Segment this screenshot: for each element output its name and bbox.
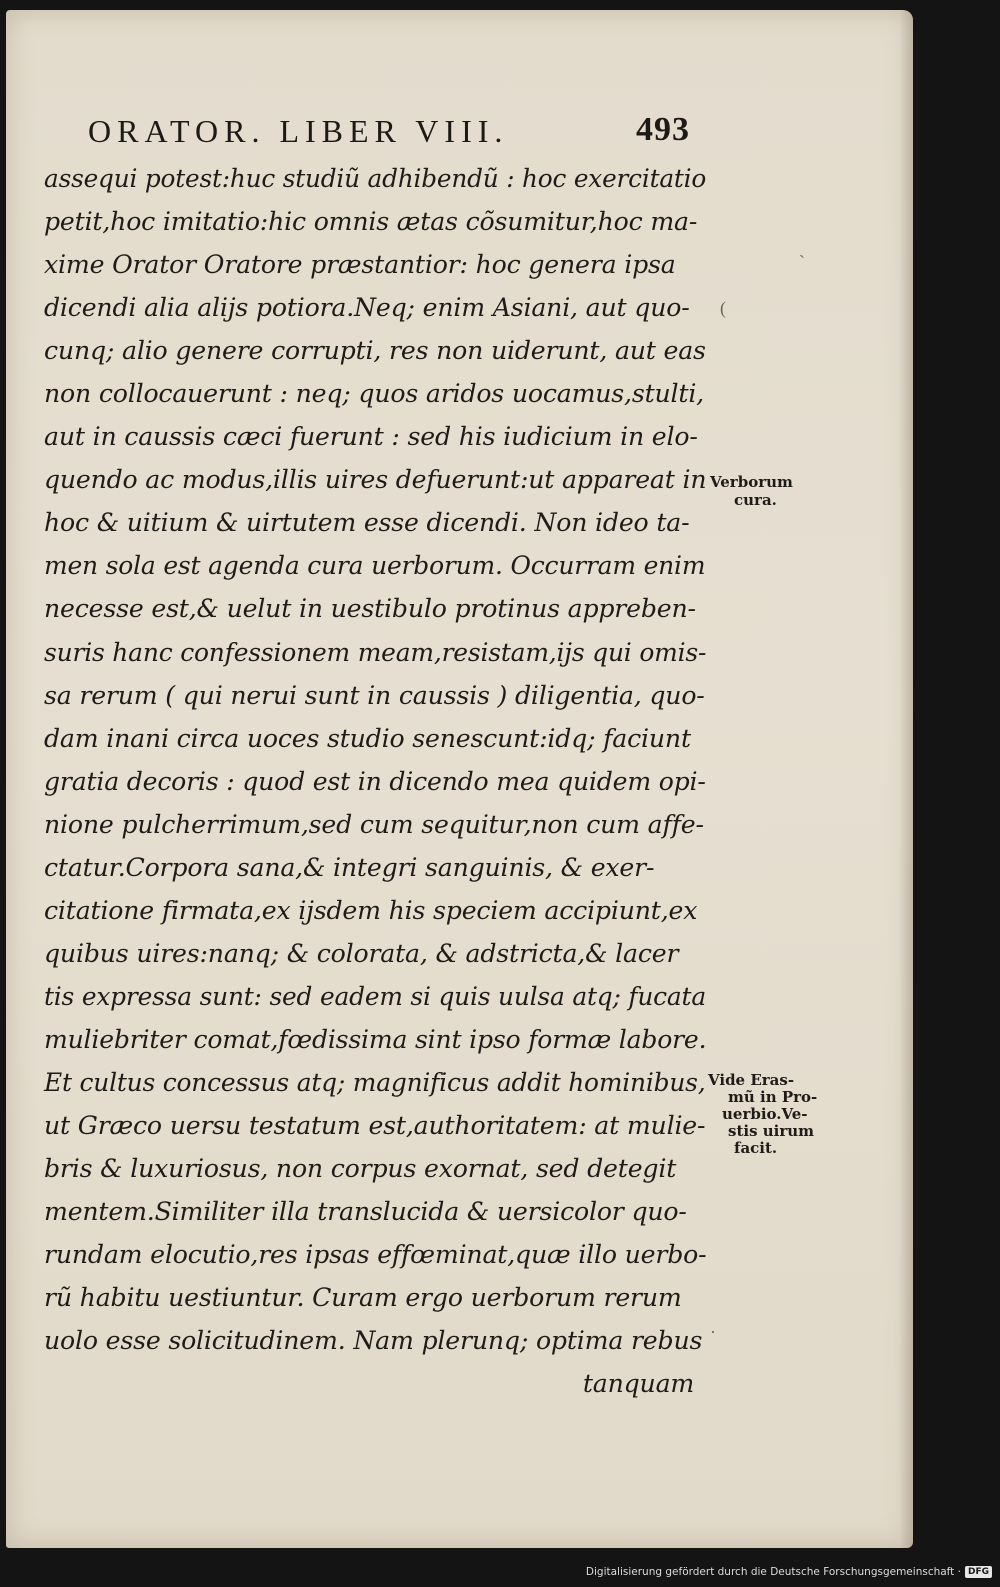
text-line: xime Orator Oratore præstantior: hoc genera ipsa xyxy=(44,250,676,281)
text-line: nione pulcherrimum,sed cum sequitur,non cum affe- xyxy=(44,809,704,840)
margin-note-line: stis uirum xyxy=(728,1122,815,1140)
margin-note-line: cura. xyxy=(734,491,777,509)
ink-speck: ˎ xyxy=(799,238,805,258)
margin-note-verborum-cura xyxy=(710,473,793,509)
running-title: ORATOR. LIBER VIII. xyxy=(88,113,509,149)
text-line: quendo ac modus,illis uires defuerunt:ut appareat in xyxy=(44,465,707,496)
text-line: citatione firmata,ex ijsdem his speciem accipiunt,ex xyxy=(44,895,698,926)
running-head xyxy=(88,113,738,150)
text-line: men sola est agenda cura uerborum. Occurram enim xyxy=(44,551,706,582)
text-line: hoc & uitium & uirtutem esse dicendi. Non ideo ta- xyxy=(44,508,690,539)
text-line: assequi potest:huc studiũ adhibendũ : hoc exercitatio xyxy=(44,164,707,194)
ink-speck: ( xyxy=(720,298,726,318)
text-line: ctatur.Corpora sana,& integri sanguinis, & exer- xyxy=(44,852,655,883)
text-line: uolo esse solicitudinem. Nam plerunq; optima rebus xyxy=(44,1326,703,1357)
dfg-logo: DFG xyxy=(965,1566,992,1578)
text-line: tis expressa sunt: sed eadem si quis uulsa atq; fucata xyxy=(44,981,706,1012)
text-line: dicendi alia alijs potiora.Neq; enim Asiani, aut quo- xyxy=(44,293,690,324)
catchword: tanquam xyxy=(582,1369,695,1400)
text-line: quibus uires:nanq; & colorata, & adstricta,& lacer xyxy=(44,938,679,969)
text-line: cunq; alio genere corrupti, res non uiderunt, aut eas xyxy=(44,336,706,367)
text-line: dam inani circa uoces studio senescunt:idq; faciunt xyxy=(44,723,691,754)
text-line: Et cultus concessus atq; magnificus addit hominibus, xyxy=(44,1067,706,1098)
footer-credit: Digitalisierung gefördert durch die Deutsche Forschungsgemeinschaft · xyxy=(585,1566,961,1578)
text-line: rundam elocutio,res ipsas effœminat,quæ illo uerbo- xyxy=(44,1240,707,1271)
text-line: ut Græco uersu testatum est,authoritatem: at mulie- xyxy=(44,1111,706,1142)
text-line: muliebriter comat,fœdissima sint ipso formæ labore. xyxy=(44,1024,707,1055)
text-line: mentem.Similiter illa translucida & uersicolor quo- xyxy=(44,1197,687,1228)
text-line: gratia decoris : quod est in dicendo mea quidem opi- xyxy=(44,766,706,797)
margin-note-line: mũ in Pro- xyxy=(728,1088,818,1106)
text-line: petit,hoc imitatio:hic omnis ætas cõsumitur,hoc ma- xyxy=(44,207,698,238)
margin-note-erasmus xyxy=(708,1072,817,1157)
margin-note-line: Verborum xyxy=(710,473,793,491)
text-line: aut in caussis cæci fuerunt : sed his iudicium in elo- xyxy=(44,422,698,453)
ink-speck: · xyxy=(710,1322,716,1342)
digitization-footer xyxy=(586,1562,992,1582)
margin-note-line: facit. xyxy=(734,1139,778,1157)
text-line: bris & luxuriosus, non corpus exornat, sed detegit xyxy=(44,1154,677,1185)
text-line: sa rerum ( qui nerui sunt in caussis ) diligentia, quo- xyxy=(44,680,705,711)
page-number: 493 xyxy=(636,111,690,148)
margin-note-line: Vide Eras- xyxy=(708,1071,795,1089)
text-line: non collocauerunt : neq; quos aridos uocamus,stulti, xyxy=(44,379,704,410)
text-line: suris hanc confessionem meam,resistam,ijs qui omis- xyxy=(44,637,707,668)
text-line: necesse est,& uelut in uestibulo protinus appreben- xyxy=(44,594,696,625)
body-text xyxy=(44,158,714,1406)
margin-note-line: uerbio.Ve- xyxy=(722,1105,808,1123)
book-page xyxy=(6,10,913,1548)
text-line: rũ habitu uestiuntur. Curam ergo uerborum rerum xyxy=(44,1283,682,1314)
